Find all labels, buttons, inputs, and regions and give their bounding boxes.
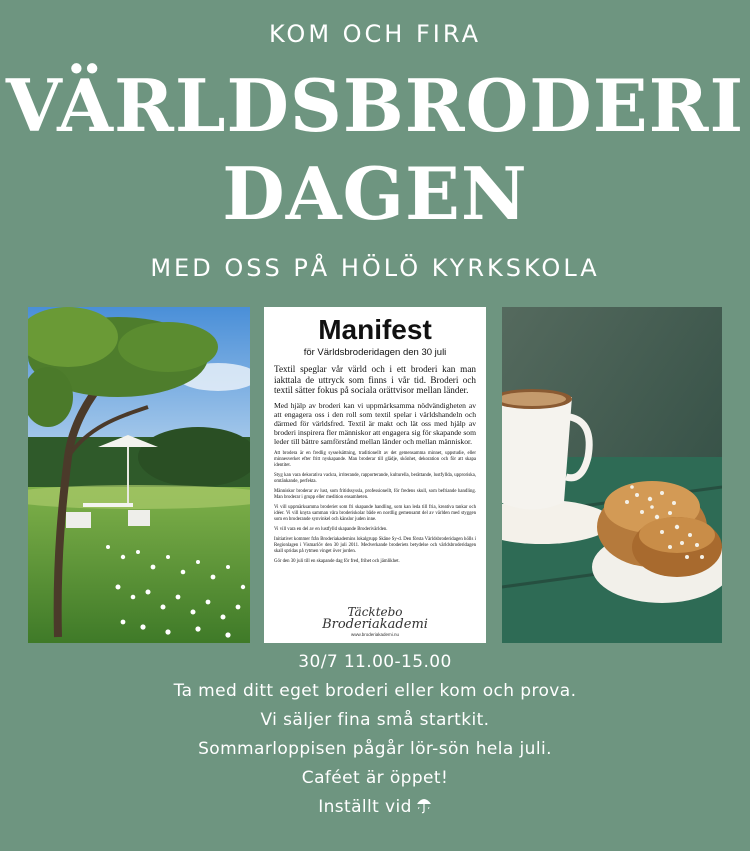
- umbrella-rain-icon: [416, 795, 432, 813]
- garden-photo: [28, 307, 250, 643]
- info-line: Sommarloppisen pågår lör-sön hela juli.: [198, 739, 552, 759]
- event-title: [0, 62, 750, 238]
- manifest-document: [264, 307, 486, 643]
- event-kicker: KOM OCH FIRA: [269, 20, 481, 48]
- manifest-paragraph: Initiativet kommer från Broderiakademins lokalgrupp Skåne Sy-d. Den första Världsbroderidagen hölls i Regionlagen i Vismarlöv den 30 juli 2011. Medverkande broderiets betydelse och världsbroderidagen skall spridas på rytmen vinget över jorden.: [274, 536, 476, 554]
- event-title-line2: DAGEN: [222, 151, 528, 236]
- manifest-paragraph: Vi vill uppmärksamma broderiet som fri skapande handling, som kan leda till fria, kreativa tankar och idéer. Vi vill knyta samman våra broderiskolar både en nordlig gemensamt del av världen med styggen som en broderande synvinkel och känslor juden inne.: [274, 504, 476, 522]
- signature-line1: Täcktebo: [347, 605, 403, 619]
- cancel-text: Inställt vid: [318, 797, 412, 817]
- manifest-paragraph: Textil speglar vår värld och i ett broderi kan man iakttala de uttryck som finns i vår tid. Broderi och textil sätter fokus på sociala orättvisor mellan länder.: [274, 364, 476, 395]
- signature-url: www.broderiakademi.nu: [350, 632, 400, 637]
- info-line: Vi säljer fina små startkit.: [260, 710, 490, 730]
- manifest-paragraph: Vi vill vara en del av en lustfylld skapande Broderivärlden.: [274, 526, 388, 532]
- coffee-photo: [502, 307, 722, 643]
- event-title-line1: VÄRLDSBRODERI: [5, 63, 745, 148]
- info-line-cancel: [0, 793, 750, 822]
- info-line: Caféet är öppet!: [301, 768, 449, 788]
- manifest-paragraph: Människor broderar av lust, som fritidssyssla, professionellt, för fredens skull, som befriande handling. Man broderar i grupp eller medition ensamheten.: [274, 488, 476, 500]
- manifest-body: [264, 358, 486, 565]
- manifest-signature: [264, 606, 486, 637]
- manifest-paragraph: Styg kan vara dekorativa vackra, irriterande, rapporterande, kulturella, berättande, lustfyllda, upproriska, omtänkande, perfekta.: [274, 472, 476, 484]
- event-location: MED OSS PÅ HÖLÖ KYRKSKOLA: [150, 254, 600, 282]
- coffee-photo-illustration: [502, 307, 722, 643]
- garden-photo-illustration: [28, 307, 250, 643]
- manifest-title: Manifest: [318, 314, 432, 345]
- info-line: Ta med ditt eget broderi eller kom och prova.: [173, 681, 577, 701]
- manifest-subtitle: för Världsbroderidagen den 30 juli: [303, 347, 447, 358]
- event-datetime: 30/7 11.00-15.00: [298, 652, 452, 672]
- event-info: [0, 648, 750, 822]
- manifest-paragraph: Gör den 30 juli till en skapande dag för fred, frihet och jämlikhet.: [274, 558, 400, 564]
- signature-line2: Broderiakademi: [322, 617, 428, 632]
- manifest-paragraph: Att brodera är en fredlig sysselsättning, traditionellt av det gemensamma minnet, uppstudie, eller minnesverket efter fritt nyskapande. Man broderar till glädje, skönhet, dekoration och för att skapa identitet.: [274, 450, 476, 468]
- manifest-paragraph: Med hjälp av broderi kan vi uppmärksamma nödvändigheten av att engagera oss i den roll som textil spelar i världshandeln och därmed för världsfred. Textil är makt och lät oss med hjälp av broderi inspirera fler människor att engagera sig för skapande som leder till bättre samförstånd mellan länder och mellan människor.: [274, 400, 476, 446]
